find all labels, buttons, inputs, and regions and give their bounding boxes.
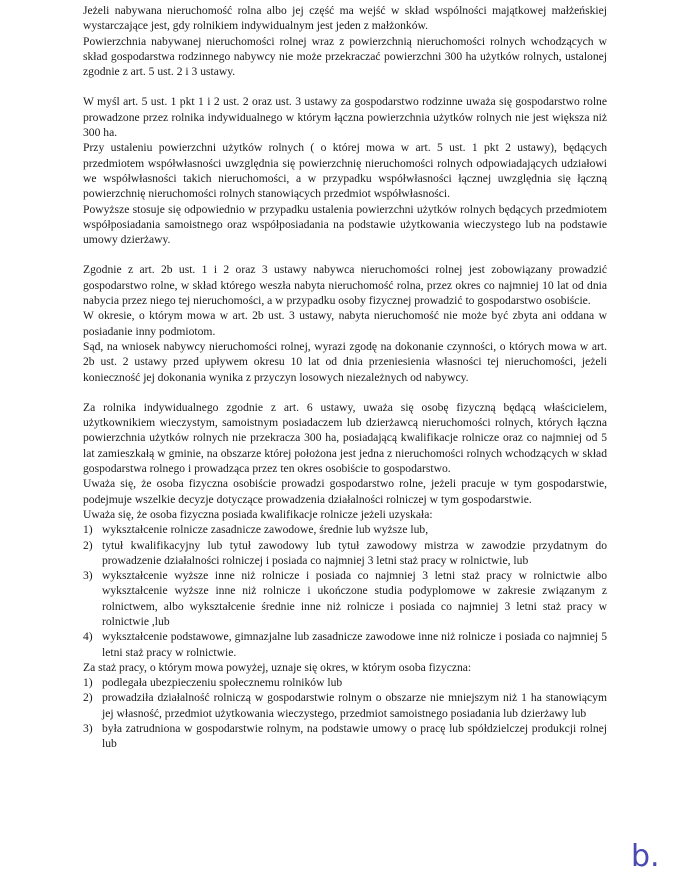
list-item bbox=[83, 690, 607, 721]
list-text: prowadziła działalność rolniczą w gospodarstwie rolnym o obszarze nie mniejszym niż 1 ha stanowiącym jej własność, przedmiot użytkowania wieczystego, przedmiot samoistnego posiadania lub dzierżawy lub bbox=[102, 691, 607, 720]
list-text: wykształcenie rolnicze zasadnicze zawodowe, średnie lub wyższe lub, bbox=[102, 523, 429, 537]
paragraph-marital-property: Jeżeli nabywana nieruchomość rolna albo jej część ma wejść w skład wspólności majątkowej małżeńskiej wystarczające jest, gdy rolnikiem indywidualnym jest jeden z małżonków. bbox=[83, 4, 607, 33]
list-number: 2) bbox=[83, 691, 93, 705]
list-text: podlegała ubezpieczeniu społecznemu rolników lub bbox=[102, 676, 343, 690]
work-experience-list bbox=[83, 675, 607, 751]
list-number: 2) bbox=[83, 538, 93, 552]
paragraph-no-sale: W okresie, o którym mowa w art. 2b ust. 3 ustawy, nabyta nieruchomość nie może być zbyta ani oddana w posiadanie inny podmiotom. bbox=[83, 309, 607, 338]
list-item bbox=[83, 629, 607, 660]
list-item bbox=[83, 522, 607, 537]
list-item bbox=[83, 675, 607, 690]
list-text: wykształcenie wyższe inne niż rolnicze i posiada co najmniej 3 letni staż pracy w rolnictwie albo wykształcenie wyższe inne niż rolnicze i ukończone studia podyplomowe w zakresie związanym z rolnictwem, albo wykształcenie średnie inne niż rolnicze i posiada co najmniej 3 letni staż pracy w rolnictwie ,lub bbox=[102, 569, 607, 628]
list-number: 1) bbox=[83, 523, 93, 537]
paragraph-personal-management: Uważa się, że osoba fizyczna osobiście prowadzi gospodarstwo rolne, jeżeli pracuje w tym gospodarstwie, podejmuje wszelkie decyzje dotyczące prowadzenia działalności rolniczej w tym gospodarstwie. bbox=[83, 477, 607, 506]
paragraph-obligation: Zgodnie z art. 2b ust. 1 i 2 oraz 3 ustawy nabywca nieruchomości rolnej jest zobowiązany prowadzić gospodarstwo rolne, w skład którego weszła nabyta nieruchomość rolna, przez okres co najmniej 10 lat od dnia nabycia przez niego tej nieruchomości, a w przypadku osoby fizycznej prowadzić to gospodarstwo osobiście. bbox=[83, 263, 607, 308]
paragraph-co-possession: Powyższe stosuje się odpowiednio w przypadku ustalenia powierzchni użytków rolnych będących przedmiotem współposiadania samoistnego oraz współposiadania na podstawie użytkowania wieczystego lub na podstawie umowy dzierżawy. bbox=[83, 202, 607, 247]
list-text: była zatrudniona w gospodarstwie rolnym, na podstawie umowy o pracę lub spółdzielczej produkcji rolnej lub bbox=[102, 722, 607, 751]
paragraph-co-ownership: Przy ustaleniu powierzchni użytków rolnych ( o której mowa w art. 5 ust. 1 pkt 2 ustawy), będących przedmiotem współwłasności uwzględnia się powierzchnię nieruchomości rolnych odpowiadających udziałowi we współwłasności takich nieruchomości, a w przypadku współwłasności łącznej uwzględnia się łączną powierzchnię nieruchomości rolnych stanowiących przedmiot współwłasności. bbox=[83, 141, 607, 201]
list-number: 3) bbox=[83, 569, 93, 583]
list-item bbox=[83, 721, 607, 752]
qualifications-list bbox=[83, 522, 607, 660]
paragraph-individual-farmer: Za rolnika indywidualnego zgodnie z art. 6 ustawy, uważa się osobę fizyczną będącą właścicielem, użytkownikiem wieczystym, samoistnym posiadaczem lub dzierżawcą nieruchomości rolnych, których łączna powierzchnia użytków rolnych nie przekracza 300 ha, posiadającą kwalifikacje rolnicze oraz co najmniej od 5 lat zamieszkałą w gminie, na obszarze której położona jest jedna z nieruchomości rolnych wchodzących w skład gospodarstwa rolnego i prowadząca przez ten okres osobiście to gospodarstwo. bbox=[83, 400, 607, 476]
list-text: wykształcenie podstawowe, gimnazjalne lub zasadnicze zawodowe inne niż rolnicze i posiada co najmniej 5 letni staż pracy w rolnictwie. bbox=[102, 630, 607, 659]
list-number: 4) bbox=[83, 630, 93, 644]
list-number: 1) bbox=[83, 676, 93, 690]
list-item bbox=[83, 568, 607, 629]
paragraph-area-limit: Powierzchnia nabywanej nieruchomości rolnej wraz z powierzchnią nieruchomości rolnych wchodzących w skład gospodarstwa rodzinnego nabywcy nie może przekraczać powierzchni 300 ha użytków rolnych, ustalonej zgodnie z art. 5 ust. 2 i 3 ustawy. bbox=[83, 34, 607, 79]
paragraph-family-farm: W myśl art. 5 ust. 1 pkt 1 i 2 ust. 2 oraz ust. 3 ustawy za gospodarstwo rodzinne uważa się gospodarstwo rolne prowadzone przez rolnika indywidualnego w którym łączna powierzchnia użytków rolnych nie jest większa niż 300 ha. bbox=[83, 95, 607, 140]
list-number: 3) bbox=[83, 722, 93, 736]
paragraph-qualifications-intro: Uważa się, że osoba fizyczna posiada kwalifikacje rolnicze jeżeli uzyskała: bbox=[83, 507, 433, 521]
list-text: tytuł kwalifikacyjny lub tytuł zawodowy lub tytuł zawodowy mistrza w zawodzie przydatnym do prowadzenie działalności rolniczej i posiada co najmniej 3 letni staż pracy w rolnictwie, lub bbox=[102, 538, 607, 567]
paragraph-work-experience-intro: Za staż pracy, o którym mowa powyżej, uznaje się okres, w którym osoba fizyczna: bbox=[83, 660, 472, 674]
document-page bbox=[83, 3, 607, 752]
paragraph-court-consent: Sąd, na wniosek nabywcy nieruchomości rolnej, wyrazi zgodę na dokonanie czynności, o których mowa w art. 2b ust. 2 ustawy przed upływem okresu 10 lat od dnia przeniesienia własności tej nieruchomości, jeżeli konieczność jej dokonania wynika z przyczyn losowych niezależnych od nabywcy. bbox=[83, 339, 607, 384]
list-item bbox=[83, 538, 607, 569]
handwritten-page-mark: b. bbox=[631, 839, 660, 874]
